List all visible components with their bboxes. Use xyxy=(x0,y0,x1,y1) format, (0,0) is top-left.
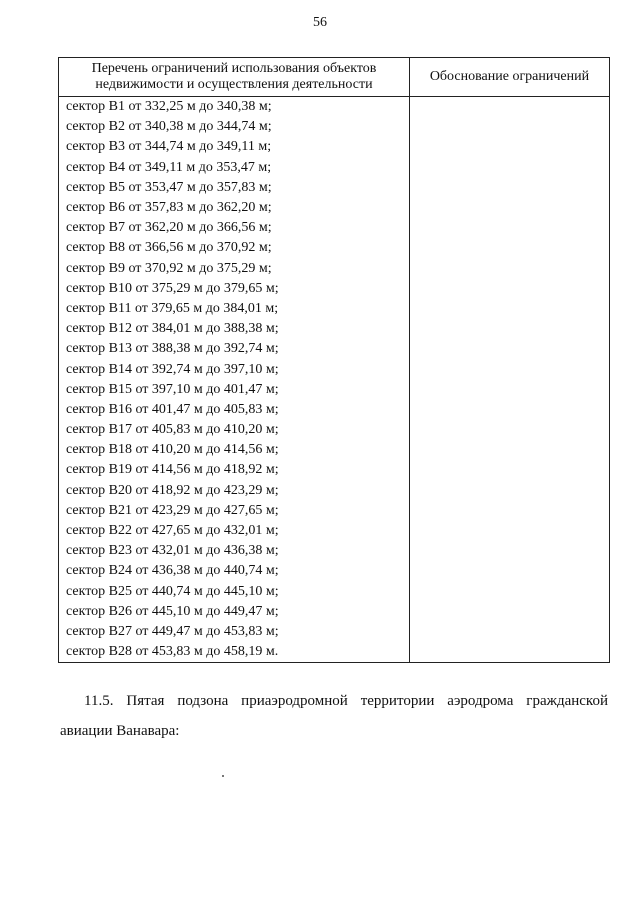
section-paragraph-text: 11.5. Пятая подзона приаэродромной территории аэродрома гражданской авиации Ванавара: xyxy=(60,693,608,739)
justification-cell xyxy=(409,642,609,663)
justification-cell xyxy=(409,602,609,622)
justification-cell xyxy=(409,420,609,440)
justification-cell xyxy=(409,460,609,480)
sector-range-cell: сектор В4 от 349,11 м до 353,47 м; xyxy=(59,158,410,178)
sector-range-cell: сектор В21 от 423,29 м до 427,65 м; xyxy=(59,501,410,521)
table-row xyxy=(59,97,610,118)
table-row xyxy=(59,299,610,319)
table-row xyxy=(59,561,610,581)
justification-cell xyxy=(409,440,609,460)
table-row xyxy=(59,238,610,258)
table-row xyxy=(59,339,610,359)
justification-cell xyxy=(409,218,609,238)
table-row xyxy=(59,481,610,501)
table-row xyxy=(59,158,610,178)
sector-range-cell: сектор В3 от 344,74 м до 349,11 м; xyxy=(59,137,410,157)
table-row xyxy=(59,622,610,642)
sector-range-cell: сектор В8 от 366,56 м до 370,92 м; xyxy=(59,238,410,258)
table-row xyxy=(59,279,610,299)
justification-cell xyxy=(409,359,609,379)
justification-cell xyxy=(409,178,609,198)
sector-range-cell: сектор В23 от 432,01 м до 436,38 м; xyxy=(59,541,410,561)
table-row xyxy=(59,420,610,440)
justification-cell xyxy=(409,561,609,581)
sector-range-cell: сектор В14 от 392,74 м до 397,10 м; xyxy=(59,359,410,379)
justification-cell xyxy=(409,158,609,178)
sector-range-cell: сектор В26 от 445,10 м до 449,47 м; xyxy=(59,602,410,622)
table-row xyxy=(59,400,610,420)
justification-cell xyxy=(409,339,609,359)
table-row xyxy=(59,259,610,279)
table-row xyxy=(59,582,610,602)
sector-range-cell: сектор В6 от 357,83 м до 362,20 м; xyxy=(59,198,410,218)
header-restrictions-list: Перечень ограничений использования объектов недвижимости и осуществления деятельности xyxy=(59,58,410,97)
sector-range-cell: сектор В24 от 436,38 м до 440,74 м; xyxy=(59,561,410,581)
justification-cell xyxy=(409,299,609,319)
table-row xyxy=(59,501,610,521)
sector-range-cell: сектор В19 от 414,56 м до 418,92 м; xyxy=(59,460,410,480)
header-justification: Обоснование ограничений xyxy=(409,58,609,97)
sector-range-cell: сектор В17 от 405,83 м до 410,20 м; xyxy=(59,420,410,440)
justification-cell xyxy=(409,117,609,137)
justification-cell xyxy=(409,380,609,400)
sector-range-cell: сектор В7 от 362,20 м до 366,56 м; xyxy=(59,218,410,238)
justification-cell xyxy=(409,622,609,642)
table-header-row xyxy=(59,58,610,97)
table-row xyxy=(59,642,610,663)
table-body xyxy=(59,97,610,663)
table-row xyxy=(59,521,610,541)
table-row xyxy=(59,359,610,379)
table-row xyxy=(59,460,610,480)
table-row xyxy=(59,541,610,561)
sector-range-cell: сектор В12 от 384,01 м до 388,38 м; xyxy=(59,319,410,339)
sector-range-cell: сектор В20 от 418,92 м до 423,29 м; xyxy=(59,481,410,501)
table-row xyxy=(59,380,610,400)
justification-cell xyxy=(409,582,609,602)
table-row xyxy=(59,198,610,218)
sector-range-cell: сектор В10 от 375,29 м до 379,65 м; xyxy=(59,279,410,299)
table-row xyxy=(59,319,610,339)
sector-range-cell: сектор В25 от 440,74 м до 445,10 м; xyxy=(59,582,410,602)
justification-cell xyxy=(409,319,609,339)
page-number: 56 xyxy=(313,15,327,30)
table-row xyxy=(59,178,610,198)
sector-range-cell: сектор В15 от 397,10 м до 401,47 м; xyxy=(59,380,410,400)
justification-cell xyxy=(409,521,609,541)
justification-cell xyxy=(409,501,609,521)
sector-range-cell: сектор В2 от 340,38 м до 344,74 м; xyxy=(59,117,410,137)
justification-cell xyxy=(409,137,609,157)
sector-range-cell: сектор В13 от 388,38 м до 392,74 м; xyxy=(59,339,410,359)
sector-range-cell: сектор В16 от 401,47 м до 405,83 м; xyxy=(59,400,410,420)
sector-range-cell: сектор В27 от 449,47 м до 453,83 м; xyxy=(59,622,410,642)
table-row xyxy=(59,137,610,157)
justification-cell xyxy=(409,481,609,501)
justification-cell xyxy=(409,400,609,420)
justification-cell xyxy=(409,198,609,218)
sector-range-cell: сектор В22 от 427,65 м до 432,01 м; xyxy=(59,521,410,541)
justification-cell xyxy=(409,238,609,258)
justification-cell xyxy=(409,541,609,561)
section-paragraph xyxy=(60,686,608,746)
table-row xyxy=(59,440,610,460)
scan-speck xyxy=(222,775,224,777)
justification-cell xyxy=(409,279,609,299)
sector-range-cell: сектор В28 от 453,83 м до 458,19 м. xyxy=(59,642,410,663)
restrictions-table xyxy=(58,57,610,663)
table-row xyxy=(59,117,610,137)
sector-range-cell: сектор В5 от 353,47 м до 357,83 м; xyxy=(59,178,410,198)
justification-cell xyxy=(409,259,609,279)
sector-range-cell: сектор В11 от 379,65 м до 384,01 м; xyxy=(59,299,410,319)
sector-range-cell: сектор В18 от 410,20 м до 414,56 м; xyxy=(59,440,410,460)
table-row xyxy=(59,602,610,622)
table-row xyxy=(59,218,610,238)
sector-range-cell: сектор В1 от 332,25 м до 340,38 м; xyxy=(59,97,410,118)
justification-cell xyxy=(409,97,609,118)
sector-range-cell: сектор В9 от 370,92 м до 375,29 м; xyxy=(59,259,410,279)
